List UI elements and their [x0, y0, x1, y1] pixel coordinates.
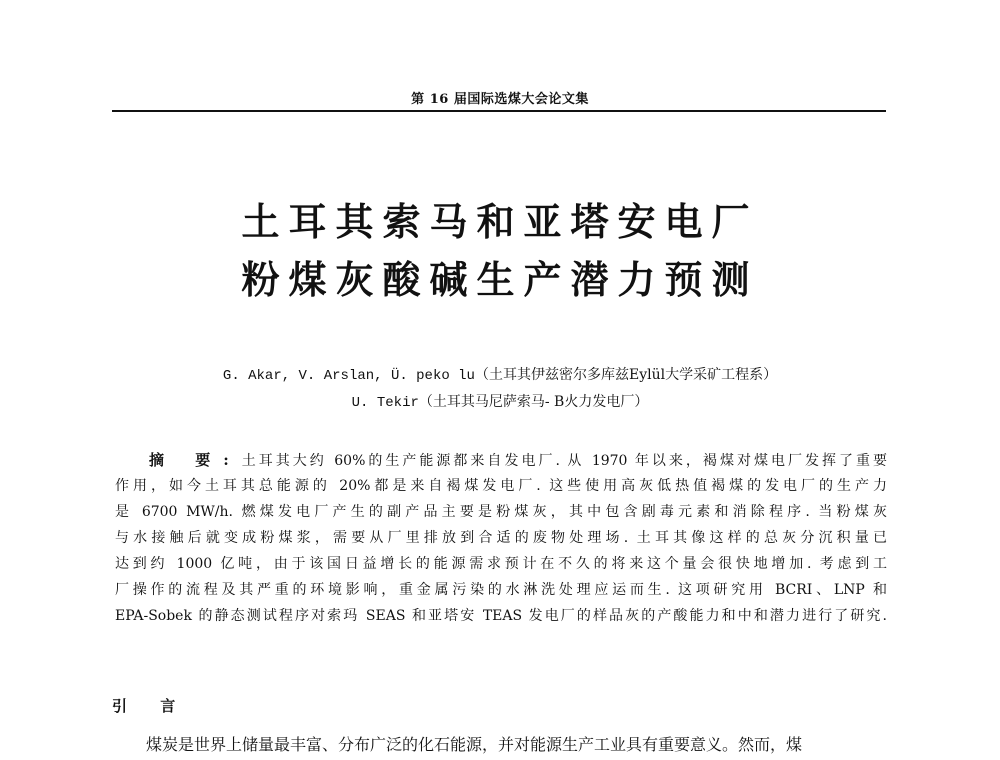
paper-title-line-1: 土耳其索马和亚塔安电厂 [241, 200, 759, 244]
author-names-1: G. Akar, V. Arslan, Ü. peko lu [222, 368, 475, 384]
abstract-line: 达到约 1000 亿吨，由于该国日益增长的能源需求预计在不久的将来这个量会很快地增加. 考虑到工 [115, 556, 887, 572]
header-rule [112, 110, 886, 112]
abstract-line: 是 6700 MW/h. 燃煤发电厂产生的副产品主要是粉煤灰，其中包含剧毒元素和消除程序. 当粉煤灰 [115, 504, 887, 520]
abstract-line: EPA-Sobek 的静态测试程序对索玛 SEAS 和亚塔安 TEAS 发电厂的样品灰的产酸能力和中和潜力进行了研究. [115, 608, 887, 624]
author-line-2 [0, 392, 1000, 413]
introduction-paragraph: 煤炭是世界上储量最丰富、分布广泛的化石能源，并对能源生产工业具有重要意义。然而，煤 [146, 735, 803, 754]
author-affiliation-2: （土耳其马尼萨索马- B火力发电厂） [418, 394, 649, 410]
abstract-line: 与水接触后就变成粉煤浆，需要从厂里排放到合适的废物处理场. 土耳其像这样的总灰分沉积量已 [115, 530, 887, 546]
abstract-label: 摘 要: [149, 451, 239, 469]
author-line-1 [0, 365, 1000, 386]
abstract-line: 作用，如今土耳其总能源的 20%都是来自褐煤发电厂. 这些使用高灰低热值褐煤的发电厂的生产力 [115, 478, 887, 494]
author-affiliation-1: （土耳其伊兹密尔多库兹Eylül大学采矿工程系） [474, 367, 778, 383]
author-names-2: U. Tekir [351, 395, 419, 411]
abstract [115, 447, 887, 629]
paper-title-line-2: 粉煤灰酸碱生产潜力预测 [241, 258, 759, 302]
abstract-line [115, 447, 887, 473]
abstract-line: 厂操作的流程及其严重的环境影响，重金属污染的水淋洗处理应运而生. 这项研究用 BCRI、LNP 和 [115, 582, 887, 598]
running-header: 第 16 届国际选煤大会论文集 [411, 92, 589, 107]
abstract-text: 土耳其大约 60%的生产能源都来自发电厂. 从 1970 年以来，褐煤对煤电厂发挥了重要 [238, 453, 887, 469]
section-heading-introduction: 引 言 [112, 697, 190, 715]
